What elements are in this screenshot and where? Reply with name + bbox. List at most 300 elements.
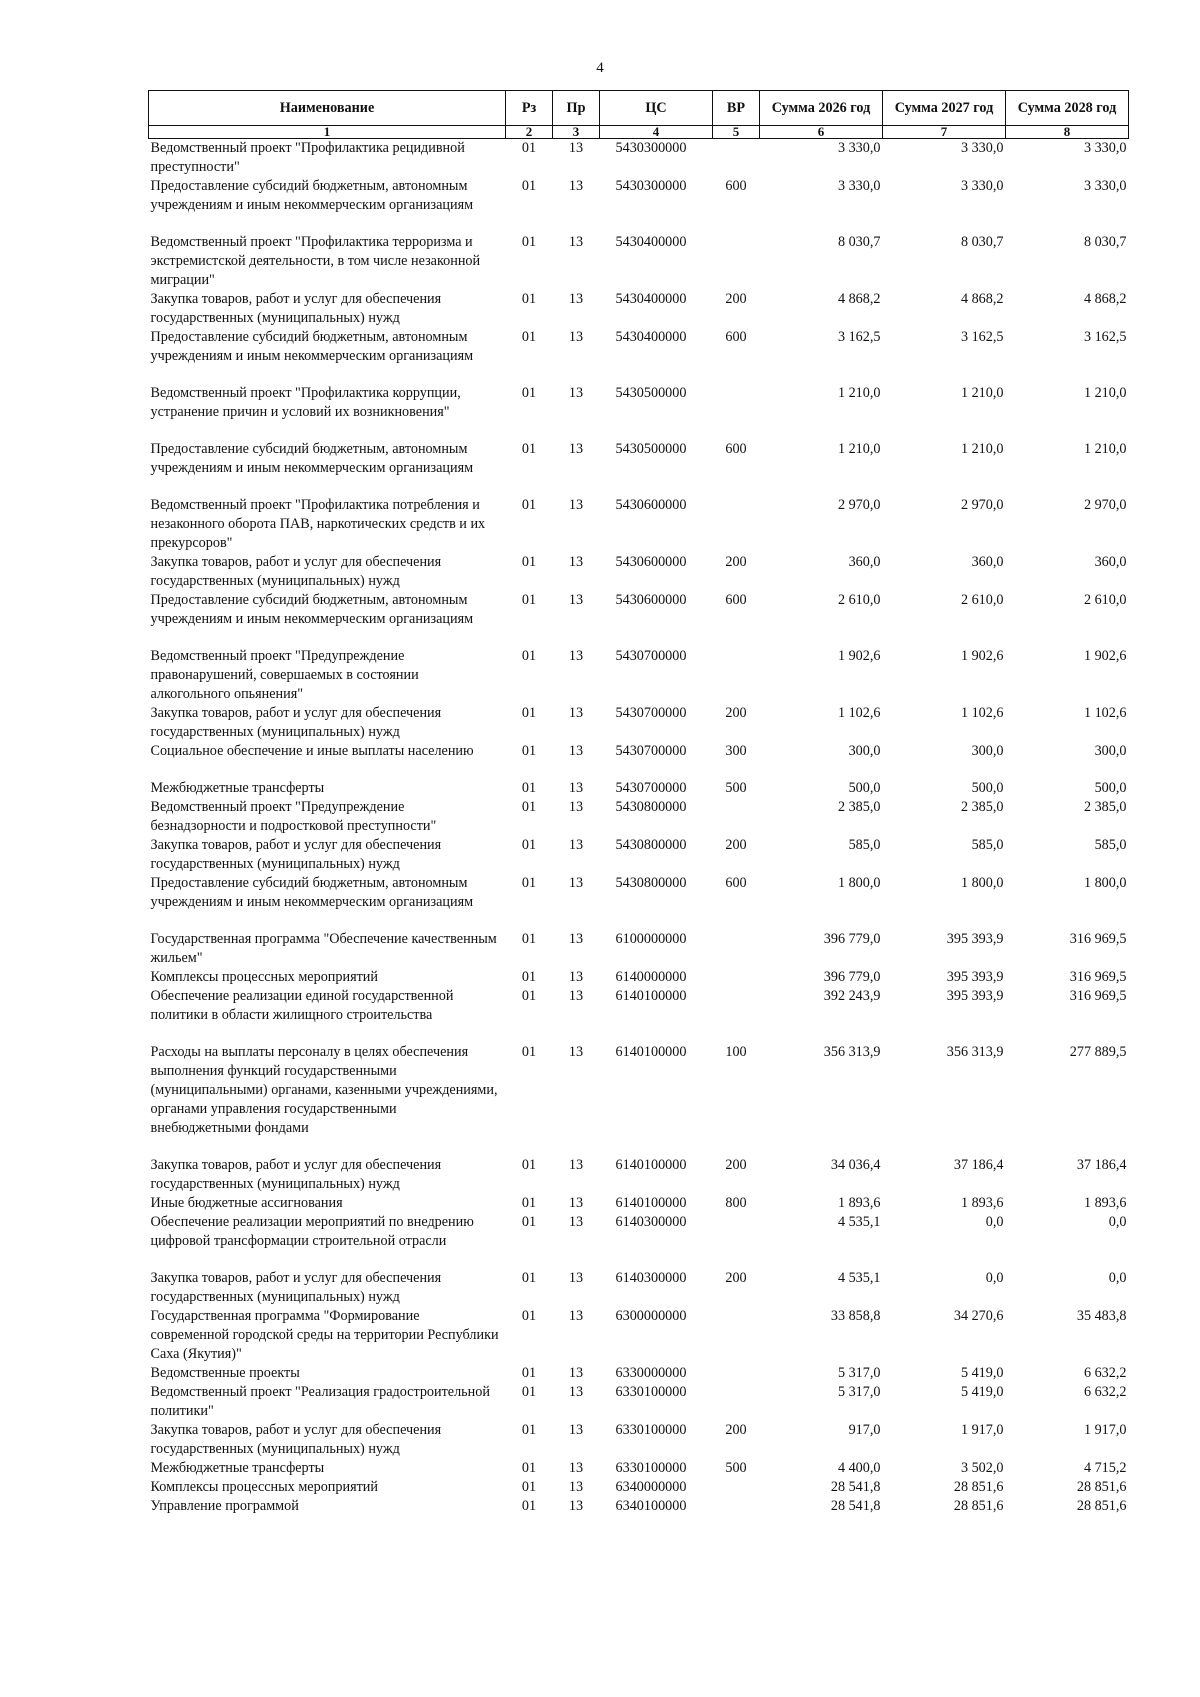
row-sum-2026: 1 893,6 [837, 1195, 881, 1211]
row-name: Закупка товаров, работ и услуг для обеспечения государственных (муниципальных) нужд [150, 1270, 442, 1305]
row-spacer-cell [149, 422, 1129, 440]
row-pr: 13 [568, 234, 584, 250]
table-row [149, 742, 1129, 761]
row-sum-2027: 300,0 [971, 743, 1004, 759]
row-rz: 01 [521, 780, 537, 796]
table-row [149, 1421, 1129, 1459]
row-sum-2026: 2 385,0 [837, 799, 881, 815]
row-cs: 5430400000 [615, 234, 687, 250]
row-spacer [149, 1251, 1129, 1269]
row-name: Закупка товаров, работ и услуг для обеспечения государственных (муниципальных) нужд [150, 705, 442, 740]
row-sum-2026: 1 210,0 [837, 441, 881, 457]
row-cs: 6140100000 [615, 988, 687, 1004]
row-cs: 5430300000 [615, 140, 687, 156]
row-pr: 13 [568, 1044, 584, 1060]
row-spacer-cell [149, 912, 1129, 930]
row-pr: 13 [568, 875, 584, 891]
row-name: Предоставление субсидий бюджетным, автономным учреждениям и иным некоммерческим организациям [150, 875, 474, 910]
row-rz: 01 [521, 1384, 537, 1400]
row-cs: 6100000000 [615, 931, 687, 947]
row-vr: 600 [725, 178, 747, 194]
row-spacer-cell [149, 761, 1129, 779]
column-number-row [149, 126, 1129, 139]
row-rz: 01 [521, 837, 537, 853]
row-spacer-cell [149, 366, 1129, 384]
row-sum-2027: 34 270,6 [953, 1308, 1004, 1324]
header-sum-2026: Сумма 2026 год [760, 91, 883, 126]
row-sum-2028: 35 483,8 [1076, 1308, 1127, 1324]
row-cs: 6330100000 [615, 1422, 687, 1438]
row-sum-2026: 2 610,0 [837, 592, 881, 608]
table-row [149, 1478, 1129, 1497]
row-cs: 5430600000 [615, 592, 687, 608]
row-name: Комплексы процессных мероприятий [150, 969, 378, 985]
row-vr: 800 [725, 1195, 747, 1211]
row-cs: 5430700000 [615, 743, 687, 759]
row-name: Государственная программа "Обеспечение качественным жильем" [150, 931, 497, 966]
row-cs: 6140100000 [615, 1044, 687, 1060]
row-sum-2027: 1 210,0 [960, 385, 1004, 401]
row-cs: 5430700000 [615, 780, 687, 796]
row-vr: 200 [725, 837, 747, 853]
row-name: Межбюджетные трансферты [150, 1460, 325, 1476]
row-sum-2028: 0,0 [1108, 1214, 1127, 1230]
column-number: 8 [1006, 126, 1129, 139]
row-sum-2027: 3 162,5 [960, 329, 1004, 345]
row-sum-2026: 585,0 [848, 837, 881, 853]
row-vr [713, 798, 760, 836]
row-sum-2028: 28 851,6 [1076, 1479, 1127, 1495]
row-cs: 5430400000 [615, 329, 687, 345]
row-spacer [149, 912, 1129, 930]
row-sum-2026: 28 541,8 [830, 1498, 881, 1514]
row-sum-2026: 356 313,9 [823, 1044, 881, 1060]
row-pr: 13 [568, 554, 584, 570]
row-vr [713, 1383, 760, 1421]
table-row [149, 1156, 1129, 1194]
row-sum-2026: 1 902,6 [837, 648, 881, 664]
row-sum-2027: 395 393,9 [946, 969, 1004, 985]
row-vr: 500 [725, 780, 747, 796]
row-rz: 01 [521, 1422, 537, 1438]
row-spacer-cell [149, 1138, 1129, 1156]
row-sum-2027: 1 800,0 [960, 875, 1004, 891]
row-pr: 13 [568, 705, 584, 721]
row-name: Ведомственный проект "Предупреждение правонарушений, совершаемых в состоянии алкогольного опьянения" [150, 648, 419, 702]
row-pr: 13 [568, 969, 584, 985]
row-rz: 01 [521, 1365, 537, 1381]
row-vr: 200 [725, 291, 747, 307]
row-sum-2027: 3 502,0 [960, 1460, 1004, 1476]
row-rz: 01 [521, 799, 537, 815]
row-rz: 01 [521, 1195, 537, 1211]
row-pr: 13 [568, 931, 584, 947]
row-name: Закупка товаров, работ и услуг для обеспечения государственных (муниципальных) нужд [150, 554, 442, 589]
row-sum-2027: 356 313,9 [946, 1044, 1004, 1060]
row-sum-2028: 28 851,6 [1076, 1498, 1127, 1514]
row-sum-2027: 0,0 [985, 1270, 1004, 1286]
row-rz: 01 [521, 875, 537, 891]
row-sum-2027: 1 102,6 [960, 705, 1004, 721]
row-sum-2026: 1 102,6 [837, 705, 881, 721]
row-vr: 200 [725, 1157, 747, 1173]
row-pr: 13 [568, 385, 584, 401]
table-row [149, 930, 1129, 968]
row-cs: 6300000000 [615, 1308, 687, 1324]
table-row [149, 1497, 1129, 1516]
row-vr [713, 1213, 760, 1251]
row-name: Межбюджетные трансферты [150, 780, 325, 796]
row-spacer-cell [149, 1025, 1129, 1043]
row-vr: 100 [725, 1044, 747, 1060]
row-rz: 01 [521, 234, 537, 250]
row-name: Обеспечение реализации единой государственной политики в области жилищного строительства [150, 988, 454, 1023]
row-rz: 01 [521, 1498, 537, 1514]
header-rz: Рз [506, 91, 553, 126]
table-row [149, 1213, 1129, 1251]
row-pr: 13 [568, 329, 584, 345]
row-sum-2027: 395 393,9 [946, 988, 1004, 1004]
row-sum-2027: 395 393,9 [946, 931, 1004, 947]
row-sum-2028: 316 969,5 [1069, 969, 1127, 985]
column-number: 4 [600, 126, 713, 139]
row-sum-2026: 392 243,9 [823, 988, 881, 1004]
row-sum-2028: 6 632,2 [1083, 1384, 1127, 1400]
row-spacer [149, 366, 1129, 384]
row-rz: 01 [521, 592, 537, 608]
row-pr: 13 [568, 1422, 584, 1438]
row-pr: 13 [568, 1157, 584, 1173]
row-cs: 6140300000 [615, 1214, 687, 1230]
row-name: Ведомственный проект "Профилактика терроризма и экстремистской деятельности, в том числе незаконной миграции" [150, 234, 481, 288]
header-vr: ВР [713, 91, 760, 126]
row-pr: 13 [568, 140, 584, 156]
row-vr [713, 233, 760, 290]
row-cs: 6330100000 [615, 1384, 687, 1400]
table-row [149, 1383, 1129, 1421]
row-sum-2026: 4 868,2 [837, 291, 881, 307]
row-cs: 5430400000 [615, 291, 687, 307]
row-sum-2028: 1 917,0 [1083, 1422, 1127, 1438]
row-cs: 6140300000 [615, 1270, 687, 1286]
row-sum-2028: 277 889,5 [1069, 1044, 1127, 1060]
row-spacer-cell [149, 1251, 1129, 1269]
header-name: Наименование [149, 91, 506, 126]
row-sum-2027: 1 893,6 [960, 1195, 1004, 1211]
row-vr [713, 1478, 760, 1497]
table-row [149, 1459, 1129, 1478]
column-number: 6 [760, 126, 883, 139]
row-sum-2028: 4 715,2 [1083, 1460, 1127, 1476]
row-vr [713, 1307, 760, 1364]
row-sum-2027: 3 330,0 [960, 140, 1004, 156]
row-sum-2027: 0,0 [985, 1214, 1004, 1230]
row-cs: 6140100000 [615, 1157, 687, 1173]
row-sum-2027: 37 186,4 [953, 1157, 1004, 1173]
row-pr: 13 [568, 178, 584, 194]
row-spacer [149, 761, 1129, 779]
row-cs: 5430700000 [615, 648, 687, 664]
row-rz: 01 [521, 140, 537, 156]
column-number: 3 [553, 126, 600, 139]
row-name: Ведомственный проект "Реализация градостроительной политики" [150, 1384, 490, 1419]
row-sum-2028: 2 610,0 [1083, 592, 1127, 608]
table-row [149, 496, 1129, 553]
row-vr: 600 [725, 875, 747, 891]
table-row [149, 177, 1129, 215]
row-name: Закупка товаров, работ и услуг для обеспечения государственных (муниципальных) нужд [150, 837, 442, 872]
row-sum-2026: 4 400,0 [837, 1460, 881, 1476]
row-sum-2028: 2 385,0 [1083, 799, 1127, 815]
table-row [149, 798, 1129, 836]
header-sum-2027: Сумма 2027 год [883, 91, 1006, 126]
row-sum-2026: 8 030,7 [837, 234, 881, 250]
table-row [149, 553, 1129, 591]
row-sum-2028: 3 330,0 [1083, 178, 1127, 194]
row-cs: 6330000000 [615, 1365, 687, 1381]
row-sum-2026: 1 210,0 [837, 385, 881, 401]
budget-table [148, 90, 1129, 1516]
row-pr: 13 [568, 497, 584, 513]
row-rz: 01 [521, 178, 537, 194]
row-sum-2026: 33 858,8 [830, 1308, 881, 1324]
row-pr: 13 [568, 1460, 584, 1476]
row-rz: 01 [521, 329, 537, 345]
row-sum-2026: 396 779,0 [823, 969, 881, 985]
row-sum-2026: 2 970,0 [837, 497, 881, 513]
row-pr: 13 [568, 743, 584, 759]
row-vr: 500 [725, 1460, 747, 1476]
table-row [149, 1043, 1129, 1138]
row-name: Социальное обеспечение и иные выплаты населению [150, 743, 474, 759]
row-name: Управление программой [150, 1498, 299, 1514]
row-sum-2027: 1 902,6 [960, 648, 1004, 664]
row-cs: 5430800000 [615, 799, 687, 815]
row-cs: 6330100000 [615, 1460, 687, 1476]
row-vr [713, 968, 760, 987]
row-pr: 13 [568, 592, 584, 608]
table-body [149, 139, 1129, 1517]
row-pr: 13 [568, 1214, 584, 1230]
row-sum-2028: 316 969,5 [1069, 988, 1127, 1004]
table-row [149, 233, 1129, 290]
table-row [149, 987, 1129, 1025]
row-vr: 600 [725, 592, 747, 608]
row-cs: 6340100000 [615, 1498, 687, 1514]
row-spacer-cell [149, 478, 1129, 496]
row-sum-2027: 585,0 [971, 837, 1004, 853]
row-name: Ведомственный проект "Профилактика рецидивной преступности" [150, 140, 465, 175]
row-vr: 200 [725, 705, 747, 721]
row-sum-2027: 8 030,7 [960, 234, 1004, 250]
row-vr: 300 [725, 743, 747, 759]
table-row [149, 874, 1129, 912]
row-cs: 5430500000 [615, 385, 687, 401]
row-vr: 200 [725, 1422, 747, 1438]
row-vr [713, 930, 760, 968]
row-rz: 01 [521, 385, 537, 401]
row-rz: 01 [521, 554, 537, 570]
row-vr: 600 [725, 329, 747, 345]
header-sum-2028: Сумма 2028 год [1006, 91, 1129, 126]
row-rz: 01 [521, 1270, 537, 1286]
row-name: Ведомственный проект "Профилактика коррупции, устранение причин и условий их возникновения" [150, 385, 461, 420]
row-name: Закупка товаров, работ и услуг для обеспечения государственных (муниципальных) нужд [150, 291, 442, 326]
row-pr: 13 [568, 648, 584, 664]
row-spacer-cell [149, 215, 1129, 233]
column-number: 5 [713, 126, 760, 139]
row-sum-2028: 1 102,6 [1083, 705, 1127, 721]
row-rz: 01 [521, 291, 537, 307]
row-cs: 5430700000 [615, 705, 687, 721]
table-row [149, 704, 1129, 742]
row-cs: 6340000000 [615, 1479, 687, 1495]
row-cs: 6140100000 [615, 1195, 687, 1211]
row-sum-2027: 1 210,0 [960, 441, 1004, 457]
row-sum-2028: 6 632,2 [1083, 1365, 1127, 1381]
row-spacer [149, 422, 1129, 440]
row-rz: 01 [521, 988, 537, 1004]
row-spacer [149, 1138, 1129, 1156]
row-sum-2027: 28 851,6 [953, 1498, 1004, 1514]
row-sum-2028: 360,0 [1094, 554, 1127, 570]
row-cs: 5430600000 [615, 554, 687, 570]
row-rz: 01 [521, 441, 537, 457]
row-name: Ведомственный проект "Профилактика потребления и незаконного оборота ПАВ, наркотических средств и их прекурсоров" [150, 497, 486, 551]
table-row [149, 779, 1129, 798]
table-row [149, 290, 1129, 328]
table-row [149, 1194, 1129, 1213]
row-spacer-cell [149, 629, 1129, 647]
row-rz: 01 [521, 969, 537, 985]
row-pr: 13 [568, 1308, 584, 1324]
row-vr: 600 [725, 441, 747, 457]
row-rz: 01 [521, 743, 537, 759]
row-cs: 5430300000 [615, 178, 687, 194]
table-row [149, 384, 1129, 422]
row-pr: 13 [568, 1479, 584, 1495]
row-sum-2027: 360,0 [971, 554, 1004, 570]
row-sum-2026: 4 535,1 [837, 1214, 881, 1230]
row-rz: 01 [521, 1479, 537, 1495]
row-sum-2027: 3 330,0 [960, 178, 1004, 194]
row-sum-2027: 5 419,0 [960, 1384, 1004, 1400]
row-sum-2028: 316 969,5 [1069, 931, 1127, 947]
table-row [149, 968, 1129, 987]
row-cs: 5430500000 [615, 441, 687, 457]
row-sum-2027: 500,0 [971, 780, 1004, 796]
row-pr: 13 [568, 1195, 584, 1211]
row-spacer [149, 215, 1129, 233]
row-sum-2028: 300,0 [1094, 743, 1127, 759]
table-row [149, 591, 1129, 629]
row-sum-2028: 0,0 [1108, 1270, 1127, 1286]
row-sum-2028: 37 186,4 [1076, 1157, 1127, 1173]
row-pr: 13 [568, 1384, 584, 1400]
row-cs: 5430600000 [615, 497, 687, 513]
row-sum-2026: 3 330,0 [837, 140, 881, 156]
row-sum-2028: 3 330,0 [1083, 140, 1127, 156]
table-row [149, 1307, 1129, 1364]
row-name: Ведомственный проект "Предупреждение безнадзорности и подростковой преступности" [150, 799, 437, 834]
row-spacer [149, 629, 1129, 647]
row-cs: 6140000000 [615, 969, 687, 985]
row-name: Расходы на выплаты персоналу в целях обеспечения выполнения функций государственными (муниципальными) органами, казенными учреждениями, органами управления государственными внебюджетными фондами [150, 1044, 498, 1136]
row-sum-2026: 3 162,5 [837, 329, 881, 345]
row-sum-2026: 360,0 [848, 554, 881, 570]
row-sum-2027: 4 868,2 [960, 291, 1004, 307]
row-vr: 200 [725, 554, 747, 570]
row-spacer [149, 478, 1129, 496]
column-number: 2 [506, 126, 553, 139]
row-pr: 13 [568, 291, 584, 307]
row-rz: 01 [521, 1214, 537, 1230]
row-sum-2026: 5 317,0 [837, 1384, 881, 1400]
row-rz: 01 [521, 497, 537, 513]
table-row [149, 1364, 1129, 1383]
row-sum-2028: 585,0 [1094, 837, 1127, 853]
row-pr: 13 [568, 441, 584, 457]
row-rz: 01 [521, 1308, 537, 1324]
column-number: 1 [149, 126, 506, 139]
row-name: Предоставление субсидий бюджетным, автономным учреждениям и иным некоммерческим организациям [150, 592, 474, 627]
row-rz: 01 [521, 705, 537, 721]
row-sum-2028: 1 893,6 [1083, 1195, 1127, 1211]
row-pr: 13 [568, 988, 584, 1004]
row-name: Иные бюджетные ассигнования [150, 1195, 343, 1211]
row-sum-2026: 917,0 [848, 1422, 881, 1438]
row-vr [713, 647, 760, 704]
table-row [149, 328, 1129, 366]
row-sum-2027: 5 419,0 [960, 1365, 1004, 1381]
row-pr: 13 [568, 1365, 584, 1381]
row-name: Обеспечение реализации мероприятий по внедрению цифровой трансформации строительной отрасли [150, 1214, 474, 1249]
row-name: Комплексы процессных мероприятий [150, 1479, 378, 1495]
row-sum-2028: 1 210,0 [1083, 385, 1127, 401]
row-sum-2028: 8 030,7 [1083, 234, 1127, 250]
row-vr [713, 987, 760, 1025]
row-sum-2027: 2 970,0 [960, 497, 1004, 513]
row-pr: 13 [568, 1270, 584, 1286]
row-sum-2028: 1 800,0 [1083, 875, 1127, 891]
header-pr: Пр [553, 91, 600, 126]
row-rz: 01 [521, 1157, 537, 1173]
row-pr: 13 [568, 1498, 584, 1514]
row-rz: 01 [521, 931, 537, 947]
row-sum-2026: 396 779,0 [823, 931, 881, 947]
header-row [149, 91, 1129, 126]
row-sum-2028: 2 970,0 [1083, 497, 1127, 513]
row-name: Предоставление субсидий бюджетным, автономным учреждениям и иным некоммерческим организациям [150, 329, 474, 364]
row-name: Предоставление субсидий бюджетным, автономным учреждениям и иным некоммерческим организациям [150, 441, 474, 476]
row-sum-2026: 4 535,1 [837, 1270, 881, 1286]
row-rz: 01 [521, 648, 537, 664]
column-number: 7 [883, 126, 1006, 139]
row-rz: 01 [521, 1044, 537, 1060]
row-rz: 01 [521, 1460, 537, 1476]
row-pr: 13 [568, 799, 584, 815]
row-cs: 5430800000 [615, 837, 687, 853]
row-vr [713, 496, 760, 553]
row-sum-2027: 1 917,0 [960, 1422, 1004, 1438]
row-sum-2027: 28 851,6 [953, 1479, 1004, 1495]
table-row [149, 1269, 1129, 1307]
page-number: 4 [596, 60, 604, 76]
table-row [149, 139, 1129, 178]
row-name: Предоставление субсидий бюджетным, автономным учреждениям и иным некоммерческим организациям [150, 178, 474, 213]
row-vr: 200 [725, 1270, 747, 1286]
row-name: Ведомственные проекты [150, 1365, 300, 1381]
